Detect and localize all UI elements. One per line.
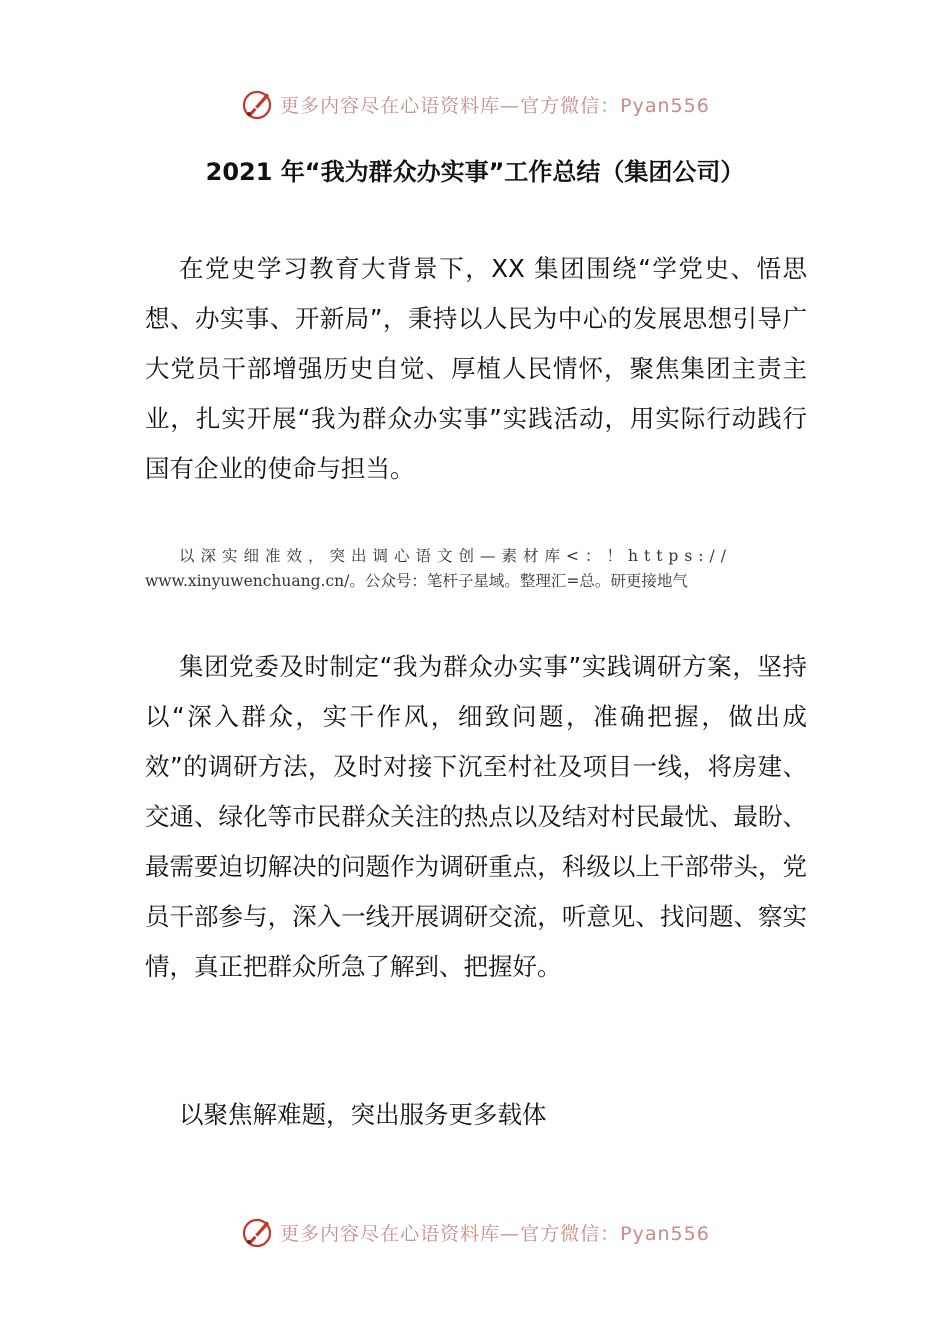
footer-wechat-id: Pyan556 — [620, 1222, 710, 1245]
source-note-line-1: 以深实细准效，突出调心语文创—素材库<：！https:// — [179, 547, 732, 565]
quill-pen-logo-icon — [240, 1215, 274, 1249]
header-banner-text: 更多内容尽在心语资料库—官方微信：Pyan556 — [280, 94, 710, 117]
footer-banner — [0, 1212, 950, 1252]
source-note-line-2: www.xinyuwenchuang.cn/。公众号：笔杆子星域。整理汇=总。研更接地气 — [145, 572, 688, 590]
source-note — [145, 544, 807, 594]
paragraph-intro: 在党史学习教育大背景下，XX 集团围绕“学党史、悟思想、办实事、开新局”，秉持以人民为中心的发展思想引导广大党员干部增强历史自觉、厚植人民情怀，聚焦集团主责主业，扎实开展“我为群众办实事”实践活动，用实际行动践行国有企业的使命与担当。 — [145, 254, 807, 483]
header-banner — [0, 84, 950, 124]
footer-banner-text: 更多内容尽在心语资料库—官方微信：Pyan556 — [280, 1222, 710, 1245]
header-wechat-id: Pyan556 — [620, 94, 710, 117]
paragraph-section-heading: 以聚焦解难题，突出服务更多载体 — [179, 1100, 547, 1129]
document-title: 2021 年“我为群众办实事”工作总结（集团公司） — [205, 158, 745, 186]
quill-pen-logo-icon — [240, 87, 274, 121]
paragraph-research: 集团党委及时制定“我为群众办实事”实践调研方案，坚持以“深入群众，实干作风，细致问题，准确把握，做出成效”的调研方法，及时对接下沉至村社及项目一线，将房建、交通、绿化等市民群众关注的热点以及结对村民最忧、最盼、最需要迫切解决的问题作为调研重点，科级以上干部带头，党员干部参与，深入一线开展调研交流，听意见、找问题、察实情，真正把群众所急了解到、把握好。 — [145, 652, 807, 981]
